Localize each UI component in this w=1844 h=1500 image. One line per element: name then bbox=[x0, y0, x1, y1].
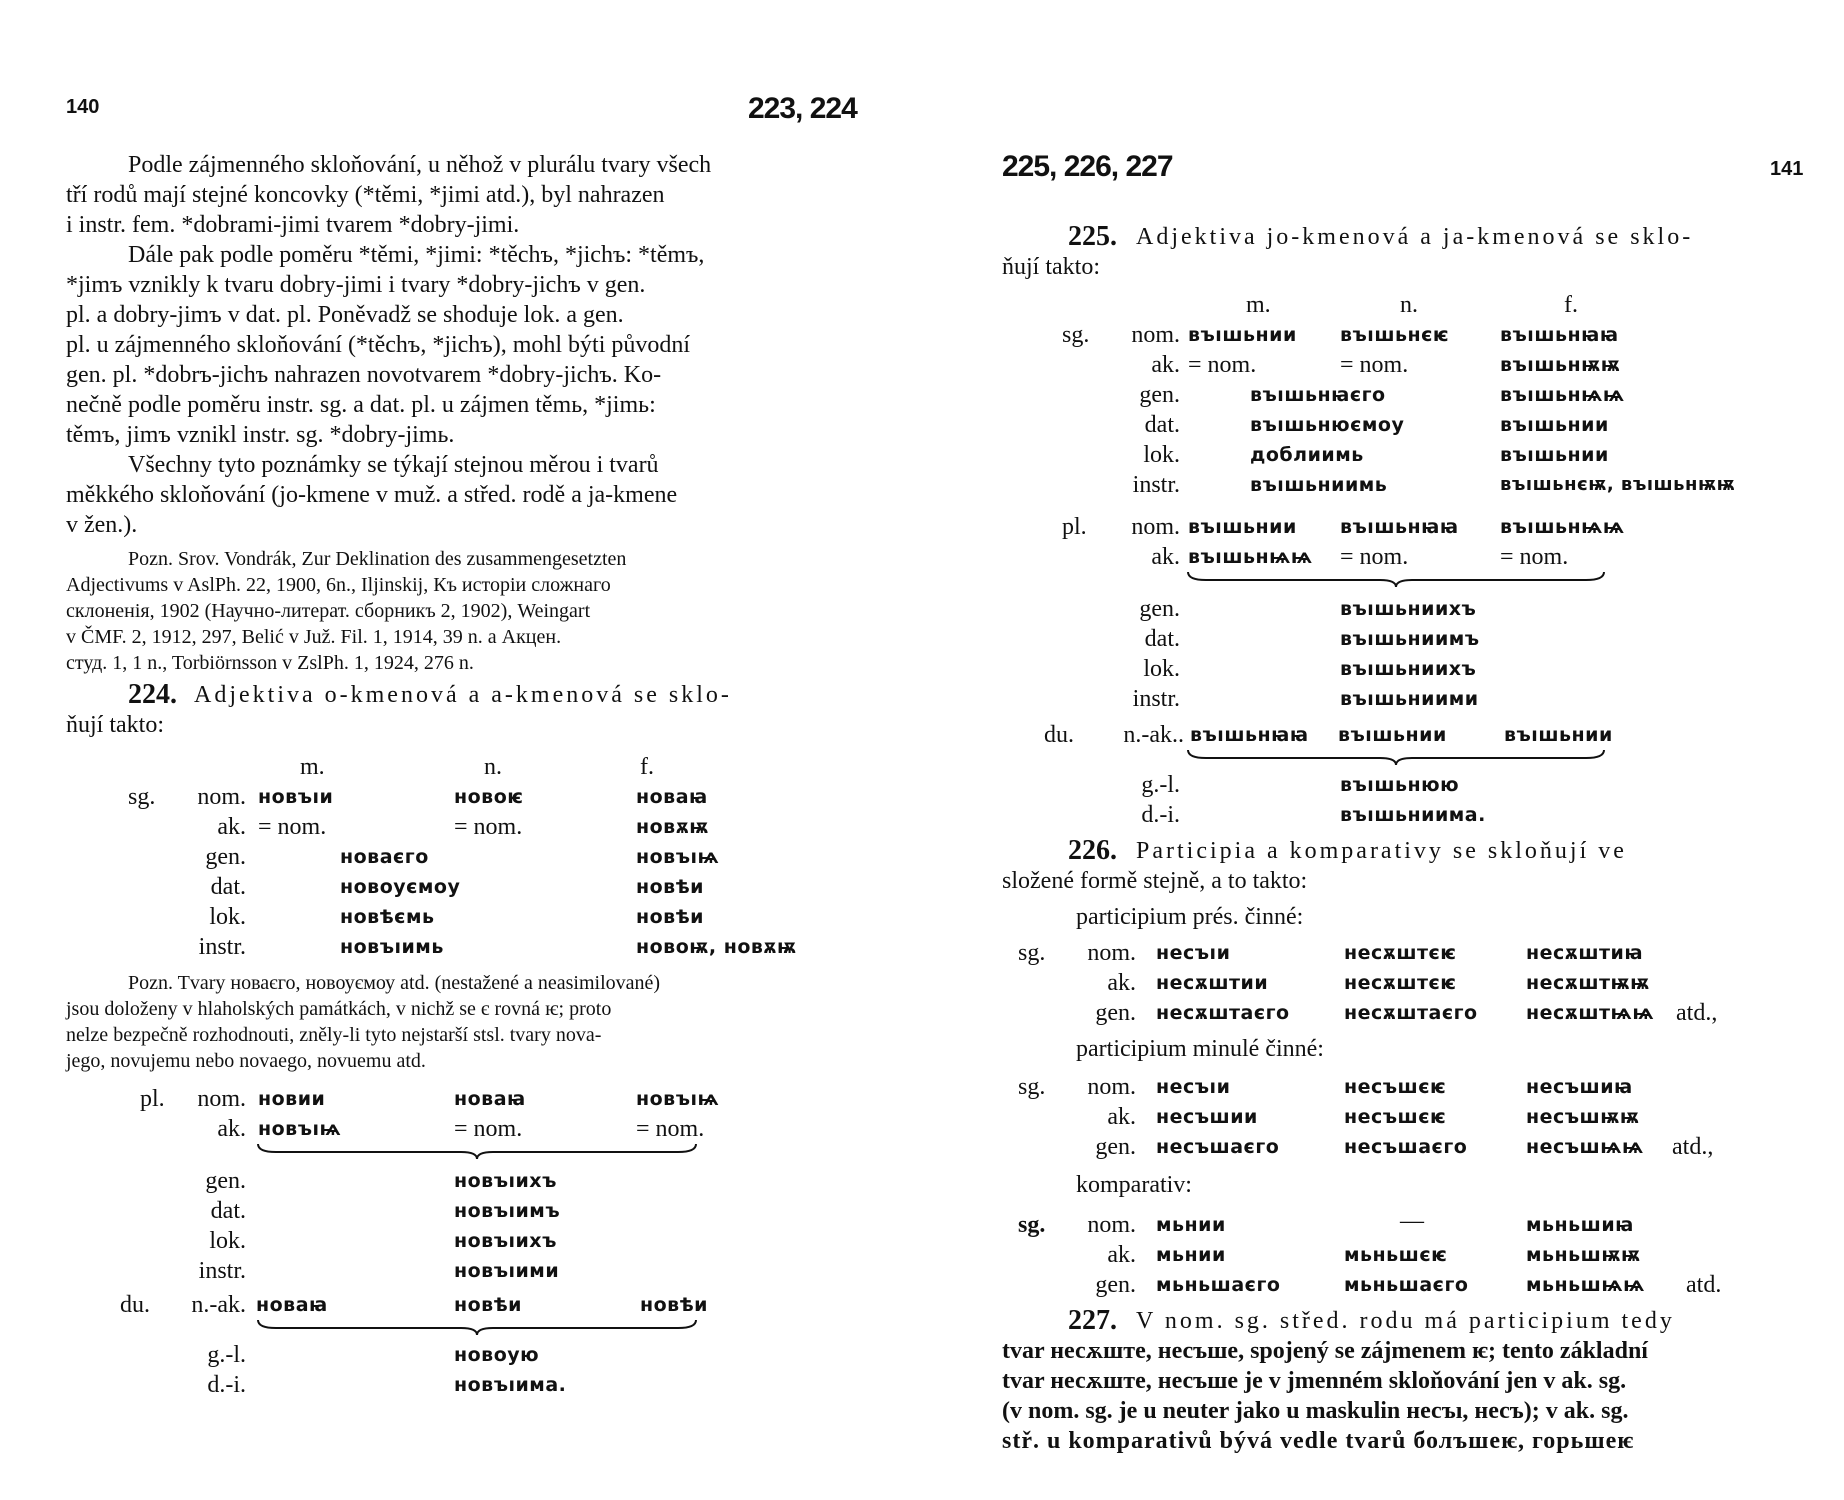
form-cell: новаꙗ bbox=[636, 786, 708, 808]
form-cell: новъıими bbox=[454, 1260, 560, 1282]
section-number-225: 225. bbox=[1068, 221, 1117, 252]
case-label-ak: ak. bbox=[217, 814, 246, 840]
form-cell: въıшьнꙗꙗ bbox=[1190, 724, 1309, 746]
paragraph-line: pl. a dobry-jimъ v dat. pl. Poněvadž se shoduje lok. a gen. bbox=[66, 302, 624, 328]
case-label-gen: gen. bbox=[1095, 1134, 1136, 1160]
form-cell: несъшаєго bbox=[1156, 1136, 1280, 1158]
case-label-dat: dat. bbox=[1144, 412, 1180, 438]
form-cell: = nom. bbox=[1340, 352, 1409, 378]
case-label-nom: nom. bbox=[1131, 514, 1180, 540]
case-label-di: d.-i. bbox=[207, 1372, 246, 1398]
form-cell: новаꙗ bbox=[256, 1294, 328, 1316]
form-cell: въıшьниима. bbox=[1340, 804, 1486, 826]
number-label-sg: sg. bbox=[128, 784, 156, 810]
number-label-sg: sg. bbox=[1018, 940, 1046, 966]
form-cell: въıшьнии bbox=[1500, 414, 1609, 436]
form-cell: несѫштии bbox=[1156, 972, 1269, 994]
brace-plural bbox=[256, 1142, 698, 1160]
case-label-nom: nom. bbox=[1087, 1212, 1136, 1238]
section-227-line: tvar несѫште, несъше je v jmenném skloňování jen v ak. sg. bbox=[1002, 1368, 1627, 1394]
note-line: nelze bezpečně rozhodnouti, zněly-li tyto nejstarší stsl. tvary nova- bbox=[66, 1024, 602, 1046]
subheading-komparativ: komparativ: bbox=[1076, 1172, 1192, 1198]
form-cell: въıшьнюємоу bbox=[1250, 414, 1405, 436]
form-cell: = nom. bbox=[1188, 352, 1257, 378]
form-cell: новѫѭ bbox=[636, 816, 709, 838]
case-label-nom: nom. bbox=[1087, 940, 1136, 966]
form-cell: въıшьнии bbox=[1504, 724, 1613, 746]
form-cell: въıшьнꙗꙗ bbox=[1340, 516, 1459, 538]
form-cell: несъшиꙗ bbox=[1526, 1076, 1633, 1098]
col-header-n: n. bbox=[1400, 292, 1418, 318]
section-225-intro-cont: ňují takto: bbox=[1002, 254, 1100, 280]
form-cell: въıшьнꙗєго bbox=[1250, 384, 1386, 406]
form-cell: новоѥ bbox=[454, 786, 524, 808]
form-cell: несъıи bbox=[1156, 942, 1231, 964]
number-label-sg: sg. bbox=[1062, 322, 1090, 348]
paragraph-line: *jimъ vznikly k tvaru dobry-jimi i tvary *dobry-jichъ v gen. bbox=[66, 272, 646, 298]
form-cell: = nom. bbox=[258, 814, 327, 840]
case-label-nom: nom. bbox=[1087, 1074, 1136, 1100]
case-label-ak: ak. bbox=[1107, 970, 1136, 996]
case-label-ak: ak. bbox=[1151, 544, 1180, 570]
form-cell: новѣи bbox=[640, 1294, 708, 1316]
case-label-dat: dat. bbox=[210, 1198, 246, 1224]
form-cell: новѣи bbox=[636, 906, 704, 928]
form-cell: несѫштаєго bbox=[1344, 1002, 1478, 1024]
section-224-intro-cont: ňují takto: bbox=[66, 712, 164, 738]
form-cell: мьньшаєго bbox=[1156, 1274, 1281, 1296]
form-cell: новоѭ, новѫѭ bbox=[636, 936, 797, 958]
case-label-gen: gen. bbox=[1095, 1000, 1136, 1026]
paragraph-line: těmъ, jimъ vznikl instr. sg. *dobry-jimь. bbox=[66, 422, 455, 448]
form-cell: несъıи bbox=[1156, 1076, 1231, 1098]
form-cell: = nom. bbox=[454, 814, 523, 840]
etc-label: atd. bbox=[1686, 1272, 1722, 1298]
form-cell: новаєго bbox=[340, 846, 429, 868]
case-label-lok: lok. bbox=[209, 904, 246, 930]
form-cell: = nom. bbox=[1500, 544, 1569, 570]
form-cell: въıшьниимь bbox=[1250, 474, 1388, 496]
form-cell: доблиимь bbox=[1250, 444, 1364, 466]
case-label-lok: lok. bbox=[209, 1228, 246, 1254]
number-label-sg: sg. bbox=[1018, 1074, 1046, 1100]
case-label-ak: ak. bbox=[1151, 352, 1180, 378]
form-cell: въıшьнѩѩ bbox=[1500, 384, 1625, 406]
form-cell: новѣємь bbox=[340, 906, 435, 928]
form-cell: въıшьнєѥ bbox=[1340, 324, 1450, 346]
section-number-227: 227. bbox=[1068, 1305, 1117, 1336]
form-cell: въıшьниихъ bbox=[1340, 598, 1477, 620]
form-cell: несѫштѩѩ bbox=[1526, 1002, 1655, 1024]
form-cell: мьньшѭѭ bbox=[1526, 1244, 1641, 1266]
col-header-m: m. bbox=[300, 754, 325, 780]
form-cell: несѫштѭѭ bbox=[1526, 972, 1650, 994]
case-label-nom: nom. bbox=[197, 784, 246, 810]
subheading-part-pres: participium prés. činné: bbox=[1076, 904, 1304, 930]
paragraph-line: pl. u zájmenného skloňování (*těchъ, *jichъ), mohl býti původní bbox=[66, 332, 691, 358]
note-line: Pozn. Srov. Vondrák, Zur Deklination des zusammengesetzten bbox=[128, 548, 627, 570]
brace-dual bbox=[1186, 748, 1606, 766]
case-label-nom: nom. bbox=[197, 1086, 246, 1112]
form-cell: несъшєѥ bbox=[1344, 1076, 1447, 1098]
form-cell: въıшьнии bbox=[1188, 516, 1297, 538]
case-label-gen: gen. bbox=[205, 1168, 246, 1194]
number-label-pl: pl. bbox=[140, 1086, 165, 1112]
section-227-line: tvar несѫште, несъше, spojený se zájmenem ѥ; tento základní bbox=[1002, 1338, 1648, 1364]
case-label-ak: ak. bbox=[1107, 1104, 1136, 1130]
paragraph-line: gen. pl. *dobrъ-jichъ nahrazen novotvarem *dobry-jichъ. Ko- bbox=[66, 362, 662, 388]
paragraph-line: Podle zájmenného skloňování, u něhož v plurálu tvary všech bbox=[128, 152, 712, 178]
form-cell: новъıимъ bbox=[454, 1200, 561, 1222]
form-cell: новѣи bbox=[636, 876, 704, 898]
case-label-nom: nom. bbox=[1131, 322, 1180, 348]
section-header-left: 223, 224 bbox=[748, 92, 857, 125]
form-cell: мьньшѩѩ bbox=[1526, 1274, 1645, 1296]
note-line: студ. 1, 1 n., Torbiörnsson v ZslPh. 1, 1924, 276 n. bbox=[66, 652, 474, 674]
form-cell: несъшѩѩ bbox=[1526, 1136, 1644, 1158]
form-cell: новаꙗ bbox=[454, 1088, 526, 1110]
form-cell: новоуємоу bbox=[340, 876, 461, 898]
form-cell: = nom. bbox=[454, 1116, 523, 1142]
section-227-line: V nom. sg. střed. rodu má participium tedy bbox=[1136, 1308, 1675, 1334]
case-label-dat: dat. bbox=[210, 874, 246, 900]
form-cell: несѫштєѥ bbox=[1344, 942, 1457, 964]
paragraph-line: tří rodů mají stejné koncovky (*těmi, *jimi atd.), byl nahrazen bbox=[66, 182, 665, 208]
case-label-nak: n.-ak.. bbox=[1123, 722, 1184, 748]
form-cell: въıшьниими bbox=[1340, 688, 1479, 710]
number-label-du: du. bbox=[1044, 722, 1074, 748]
form-cell: новъıихъ bbox=[454, 1170, 557, 1192]
paragraph-line: v žen.). bbox=[66, 512, 138, 538]
form-cell: въıшьнꙗꙗ bbox=[1500, 324, 1619, 346]
form-cell: несѫштаєго bbox=[1156, 1002, 1290, 1024]
case-label-ak: ak. bbox=[1107, 1242, 1136, 1268]
page-number-left: 140 bbox=[66, 96, 100, 118]
form-cell: мьньшаєго bbox=[1344, 1274, 1469, 1296]
form-cell: несъшаєго bbox=[1344, 1136, 1468, 1158]
note-line: склоненія, 1902 (Научно-литерат. сборникъ 2, 1902), Weingart bbox=[66, 600, 591, 622]
section-225-intro: Adjektiva jo-kmenová a ja-kmenová se sklo- bbox=[1136, 224, 1694, 250]
case-label-instr: instr. bbox=[198, 1258, 246, 1284]
form-cell: въıшьнѭѭ bbox=[1500, 354, 1621, 376]
form-cell: несъшѭѭ bbox=[1526, 1106, 1640, 1128]
case-label-dat: dat. bbox=[1144, 626, 1180, 652]
case-label-instr: instr. bbox=[198, 934, 246, 960]
form-cell: несъшєѥ bbox=[1344, 1106, 1447, 1128]
paragraph-line: i instr. fem. *dobrami-jimi tvarem *dobry-jimi. bbox=[66, 212, 520, 238]
form-cell: новоую bbox=[454, 1344, 540, 1366]
form-cell: новъıѩ bbox=[636, 846, 720, 868]
case-label-lok: lok. bbox=[1143, 656, 1180, 682]
form-cell: въıшьнии bbox=[1188, 324, 1297, 346]
page-number-right: 141 bbox=[1770, 158, 1804, 180]
form-cell: мьнии bbox=[1156, 1244, 1226, 1266]
case-label-gen: gen. bbox=[1139, 596, 1180, 622]
form-cell: новъıима. bbox=[454, 1374, 567, 1396]
case-label-gl: g.-l. bbox=[207, 1342, 246, 1368]
paragraph-line: Dále pak podle poměru *těmi, *jimi: *těchъ, *jichъ: *těmъ, bbox=[128, 242, 705, 268]
form-cell: новии bbox=[258, 1088, 326, 1110]
case-label-di: d.-i. bbox=[1141, 802, 1180, 828]
form-cell: въıшьнюю bbox=[1340, 774, 1460, 796]
case-label-lok: lok. bbox=[1143, 442, 1180, 468]
section-226-intro-cont: složené formě stejně, a to takto: bbox=[1002, 868, 1308, 894]
form-cell: = nom. bbox=[636, 1116, 705, 1142]
form-cell: мьньшиꙗ bbox=[1526, 1214, 1634, 1236]
case-label-instr: instr. bbox=[1132, 472, 1180, 498]
left-page bbox=[0, 0, 900, 1500]
number-label-pl: pl. bbox=[1062, 514, 1087, 540]
case-label-gen: gen. bbox=[1095, 1272, 1136, 1298]
section-224-intro: Adjektiva o-kmenová a a-kmenová se sklo- bbox=[194, 682, 732, 708]
note-line: Adjectivums v AslPh. 22, 1900, 6n., Iljinskij, Къ исторіи сложнаго bbox=[66, 574, 611, 596]
form-cell: новъıѩ bbox=[636, 1088, 720, 1110]
case-label-gen: gen. bbox=[1139, 382, 1180, 408]
form-cell: новъıѩ bbox=[258, 1118, 342, 1140]
paragraph-line: měkkého skloňování (jo-kmene v muž. a střed. rodě a ja-kmene bbox=[66, 482, 678, 508]
form-cell: несѫштєѥ bbox=[1344, 972, 1457, 994]
form-cell: несѫштиꙗ bbox=[1526, 942, 1644, 964]
case-label-gl: g.-l. bbox=[1141, 772, 1180, 798]
case-label-gen: gen. bbox=[205, 844, 246, 870]
paragraph-line: Všechny tyto poznámky se týkají stejnou měrou i tvarů bbox=[128, 452, 659, 478]
form-cell: новъıи bbox=[258, 786, 334, 808]
note-line: v ČMF. 2, 1912, 297, Belić v Juž. Fil. 1, 1914, 39 n. a Акцен. bbox=[66, 626, 562, 648]
form-cell: — bbox=[1400, 1208, 1424, 1234]
form-cell: новѣи bbox=[454, 1294, 522, 1316]
brace-plural bbox=[1186, 570, 1606, 588]
section-227-line: (v nom. sg. je u neuter jako u maskulin несъı, несъ); v ak. sg. bbox=[1002, 1398, 1629, 1424]
section-227-line: stř. u komparativů bývá vedle tvarů болъшеѥ, горьшеѥ bbox=[1002, 1428, 1635, 1454]
col-header-n: n. bbox=[484, 754, 502, 780]
note-line: jego, novujemu nebo novaego, novuemu atd. bbox=[66, 1050, 426, 1072]
etc-label: atd., bbox=[1672, 1134, 1714, 1160]
form-cell: = nom. bbox=[1340, 544, 1409, 570]
form-cell: въıшьниихъ bbox=[1340, 658, 1477, 680]
form-cell: новъıимь bbox=[340, 936, 444, 958]
case-label-nak: n.-ak. bbox=[191, 1292, 246, 1318]
col-header-f: f. bbox=[640, 754, 654, 780]
form-cell: въıшьнѩѩ bbox=[1500, 516, 1625, 538]
form-cell: въıшьниимъ bbox=[1340, 628, 1480, 650]
section-header-right: 225, 226, 227 bbox=[1002, 150, 1173, 183]
case-label-ak: ak. bbox=[217, 1116, 246, 1142]
etc-label: atd., bbox=[1676, 1000, 1718, 1026]
note-line: jsou doloženy v hlaholských památkách, v nichž se є rovná ѥ; proto bbox=[66, 998, 612, 1020]
number-label-du: du. bbox=[120, 1292, 150, 1318]
number-label-sg: sg. bbox=[1018, 1212, 1046, 1238]
form-cell: въıшьнѩѩ bbox=[1188, 546, 1313, 568]
form-cell: мьнии bbox=[1156, 1214, 1226, 1236]
form-cell: въıшьнии bbox=[1500, 444, 1609, 466]
section-number-226: 226. bbox=[1068, 835, 1117, 866]
paragraph-line: nečně podle poměru instr. sg. a dat. pl. u zájmen těmь, *jimь: bbox=[66, 392, 656, 418]
form-cell: несъшии bbox=[1156, 1106, 1258, 1128]
form-cell: новъıихъ bbox=[454, 1230, 557, 1252]
col-header-f: f. bbox=[1564, 292, 1578, 318]
case-label-instr: instr. bbox=[1132, 686, 1180, 712]
section-226-intro: Participia a komparativy se skloňují ve bbox=[1136, 838, 1627, 864]
subheading-part-past: participium minulé činné: bbox=[1076, 1036, 1324, 1062]
form-cell: въıшьнии bbox=[1338, 724, 1447, 746]
right-page bbox=[960, 0, 1844, 1500]
col-header-m: m. bbox=[1246, 292, 1271, 318]
form-cell: мьньшєѥ bbox=[1344, 1244, 1448, 1266]
form-cell: въıшьнєѭ, въıшьнѭѭ bbox=[1500, 474, 1736, 495]
note-line: Pozn. Tvary новаєго, новоуємоу atd. (nestažené a neasimilované) bbox=[128, 972, 661, 994]
brace-dual bbox=[256, 1318, 698, 1336]
section-number-224: 224. bbox=[128, 679, 177, 710]
